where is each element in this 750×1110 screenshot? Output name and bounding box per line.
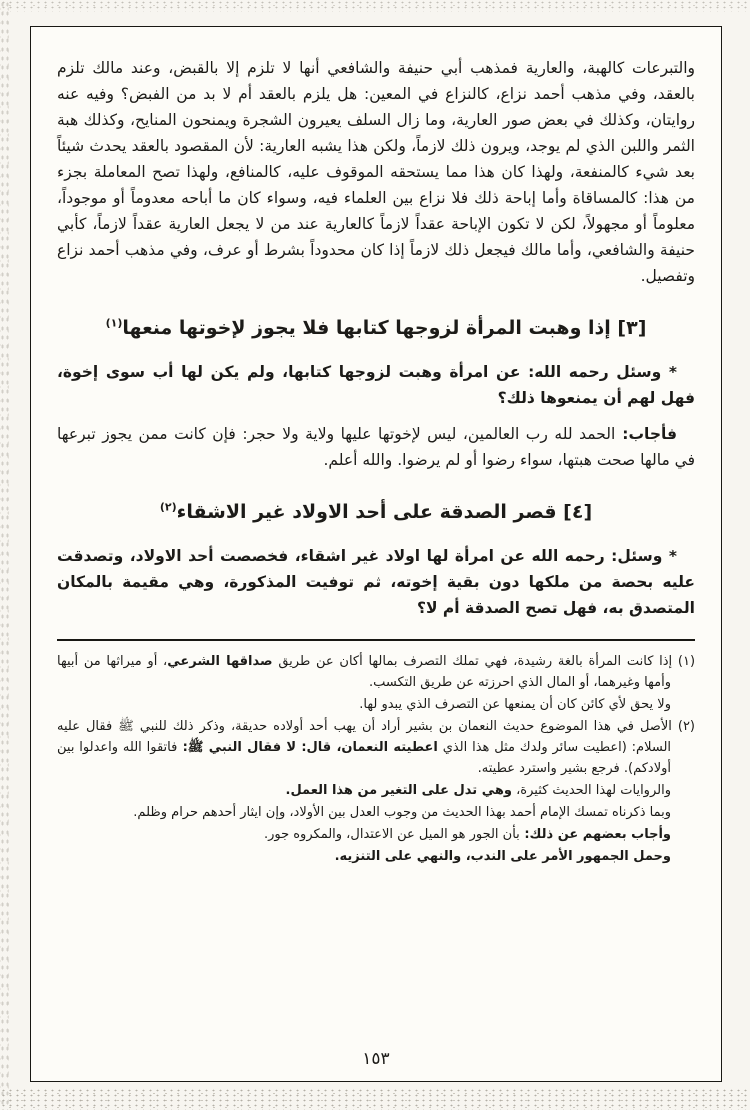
scan-noise-top — [0, 0, 750, 12]
section-4-question: * وسئل: رحمه الله عن امرأة لها اولاد غير اشقاء، فخصصت أحد الاولاد، وتصدقت عليه بحصة من ملكها دون بقية إخوته، ثم توفيت المذكورة، وهي مقيمة بالمكان المتصدق به، فهل تصح الصدقة أم لا؟ — [57, 547, 695, 617]
scan-noise-bottom — [0, 1088, 750, 1110]
footnote-2-paragraph-2: والروايات لهذا الحديث كثيرة، وهي تدل على التغير من هذا العمل. — [285, 783, 671, 798]
footnote-1-paragraph-1: (١) إذا كانت المرأة بالغة رشيدة، فهي تملك التصرف بمالها أكان عن طريق صداقها الشرعي، أو ميراثها من أبيها وأمها وغيرهما، أو المال الذي احرزته عن طريق التكسب. — [57, 654, 696, 690]
footnote-1-paragraph-2: ولا يحق لأي كائن كان أن يمنعها عن التصرف الذي يبدو لها. — [359, 697, 671, 712]
page-content — [31, 27, 721, 867]
section-4-heading-text: [٤] قصر الصدقة على أحد الاولاد غير الاشقاء — [176, 501, 593, 523]
page-border-frame — [30, 26, 722, 1082]
footnote-2-paragraph-3: وبما ذكرناه تمسك الإمام أحمد بهذا الحديث من وجوب العدل بين الأولاد، وإن ايثار أحدهم حرام وظلم. — [133, 805, 671, 820]
section-3-answer: فأجاب: الحمد لله رب العالمين، ليس لإخوتها عليها ولاية ولا حجر: فإن كانت ممن يجوز تبرعها في مالها صحت هبتها، سواء رضوا أو لم يرضوا. والله أعلم. — [57, 425, 695, 469]
page-number: ١٥٣ — [362, 1049, 390, 1069]
footnote-ref-2-marker: (٢) — [159, 500, 177, 514]
section-3-heading-text: [٣] إذا وهبت المرأة لزوجها كتابها فلا يجوز لإخوتها منعها — [122, 317, 647, 339]
section-4-heading — [57, 497, 695, 527]
scan-noise-left — [0, 0, 9, 1110]
section-3-heading — [57, 313, 695, 343]
footnote-ref-1-marker: (١) — [105, 316, 123, 330]
body-paragraph: والتبرعات كالهبة، والعارية فمذهب أبي حنيفة والشافعي أنها لا تلزم إلا بالقبض، وعند مالك تلزم بالعقد، وفي مذهب أحمد نزاع، كالنزاع في المعين: هل يلزم بالعقد أم لا بد من الفبض؟ وفيه عنه روايتان، وكذلك في بعض صور العارية، وما زال السلف يعيرون الشجرة ويمنحون المنايح، وكذلك هبة الثمر واللبن الذي لم يوجد، ويرون ذلك لازماً، ولكن هذا يشبه العارية: لأن المقصود بالعقد يحدث شيئاً بعد شيء كالمنفعة، ولهذا كان هذا مما يستحقه الموقوف عليه، كالمنافع، ولهذا تصح المعاملة بجزء من هذا: كالمساقاة وأما إباحة ذلك فلا نزاع بين العلماء فيه، وسواء كان ما أباحه معدوماً أو موجوداً، معلوماً أو مجهولاً، لكن لا تكون الإباحة عقداً لازماً كالعارية عند من لا يجعل العارية عقداً لازماً، كأبي حنيفة والشافعي، وأما مالك فيجعل ذلك لازماً إذا كان محدوداً بشرط أو عرف، وفي مذهب أحمد نزاع وتفصيل. — [57, 59, 695, 285]
footnotes-block — [57, 651, 695, 867]
footnote-2-paragraph-5: وحمل الجمهور الأمر على الندب، والنهي على التنزيه. — [334, 849, 671, 864]
section-3-question: * وسئل رحمه الله: عن امرأة وهبت لزوجها كتابها، ولم يكن لها أب سوى إخوة، فهل لهم أن يمنعوها ذلك؟ — [57, 363, 695, 407]
footnote-2-paragraph-4: وأجاب بعضهم عن ذلك: بأن الجور هو الميل عن الاعتدال، والمكروه جور. — [263, 827, 671, 842]
footnote-divider — [57, 639, 695, 641]
footnote-2-paragraph-1: (٢) الأصل في هذا الموضوع حديث النعمان بن بشير أراد أن يهب أحد أولاده حديقة، وذكر ذلك للنبي ﷺ فقال عليه السلام: (اعطيت سائر ولدك مثل هذا الذي اعطيته النعمان، قال: لا فقال النبي ﷺ: فاتقوا الله واعدلوا بين أولادكم). فرجع بشير واسترد عطيته. — [57, 719, 695, 776]
